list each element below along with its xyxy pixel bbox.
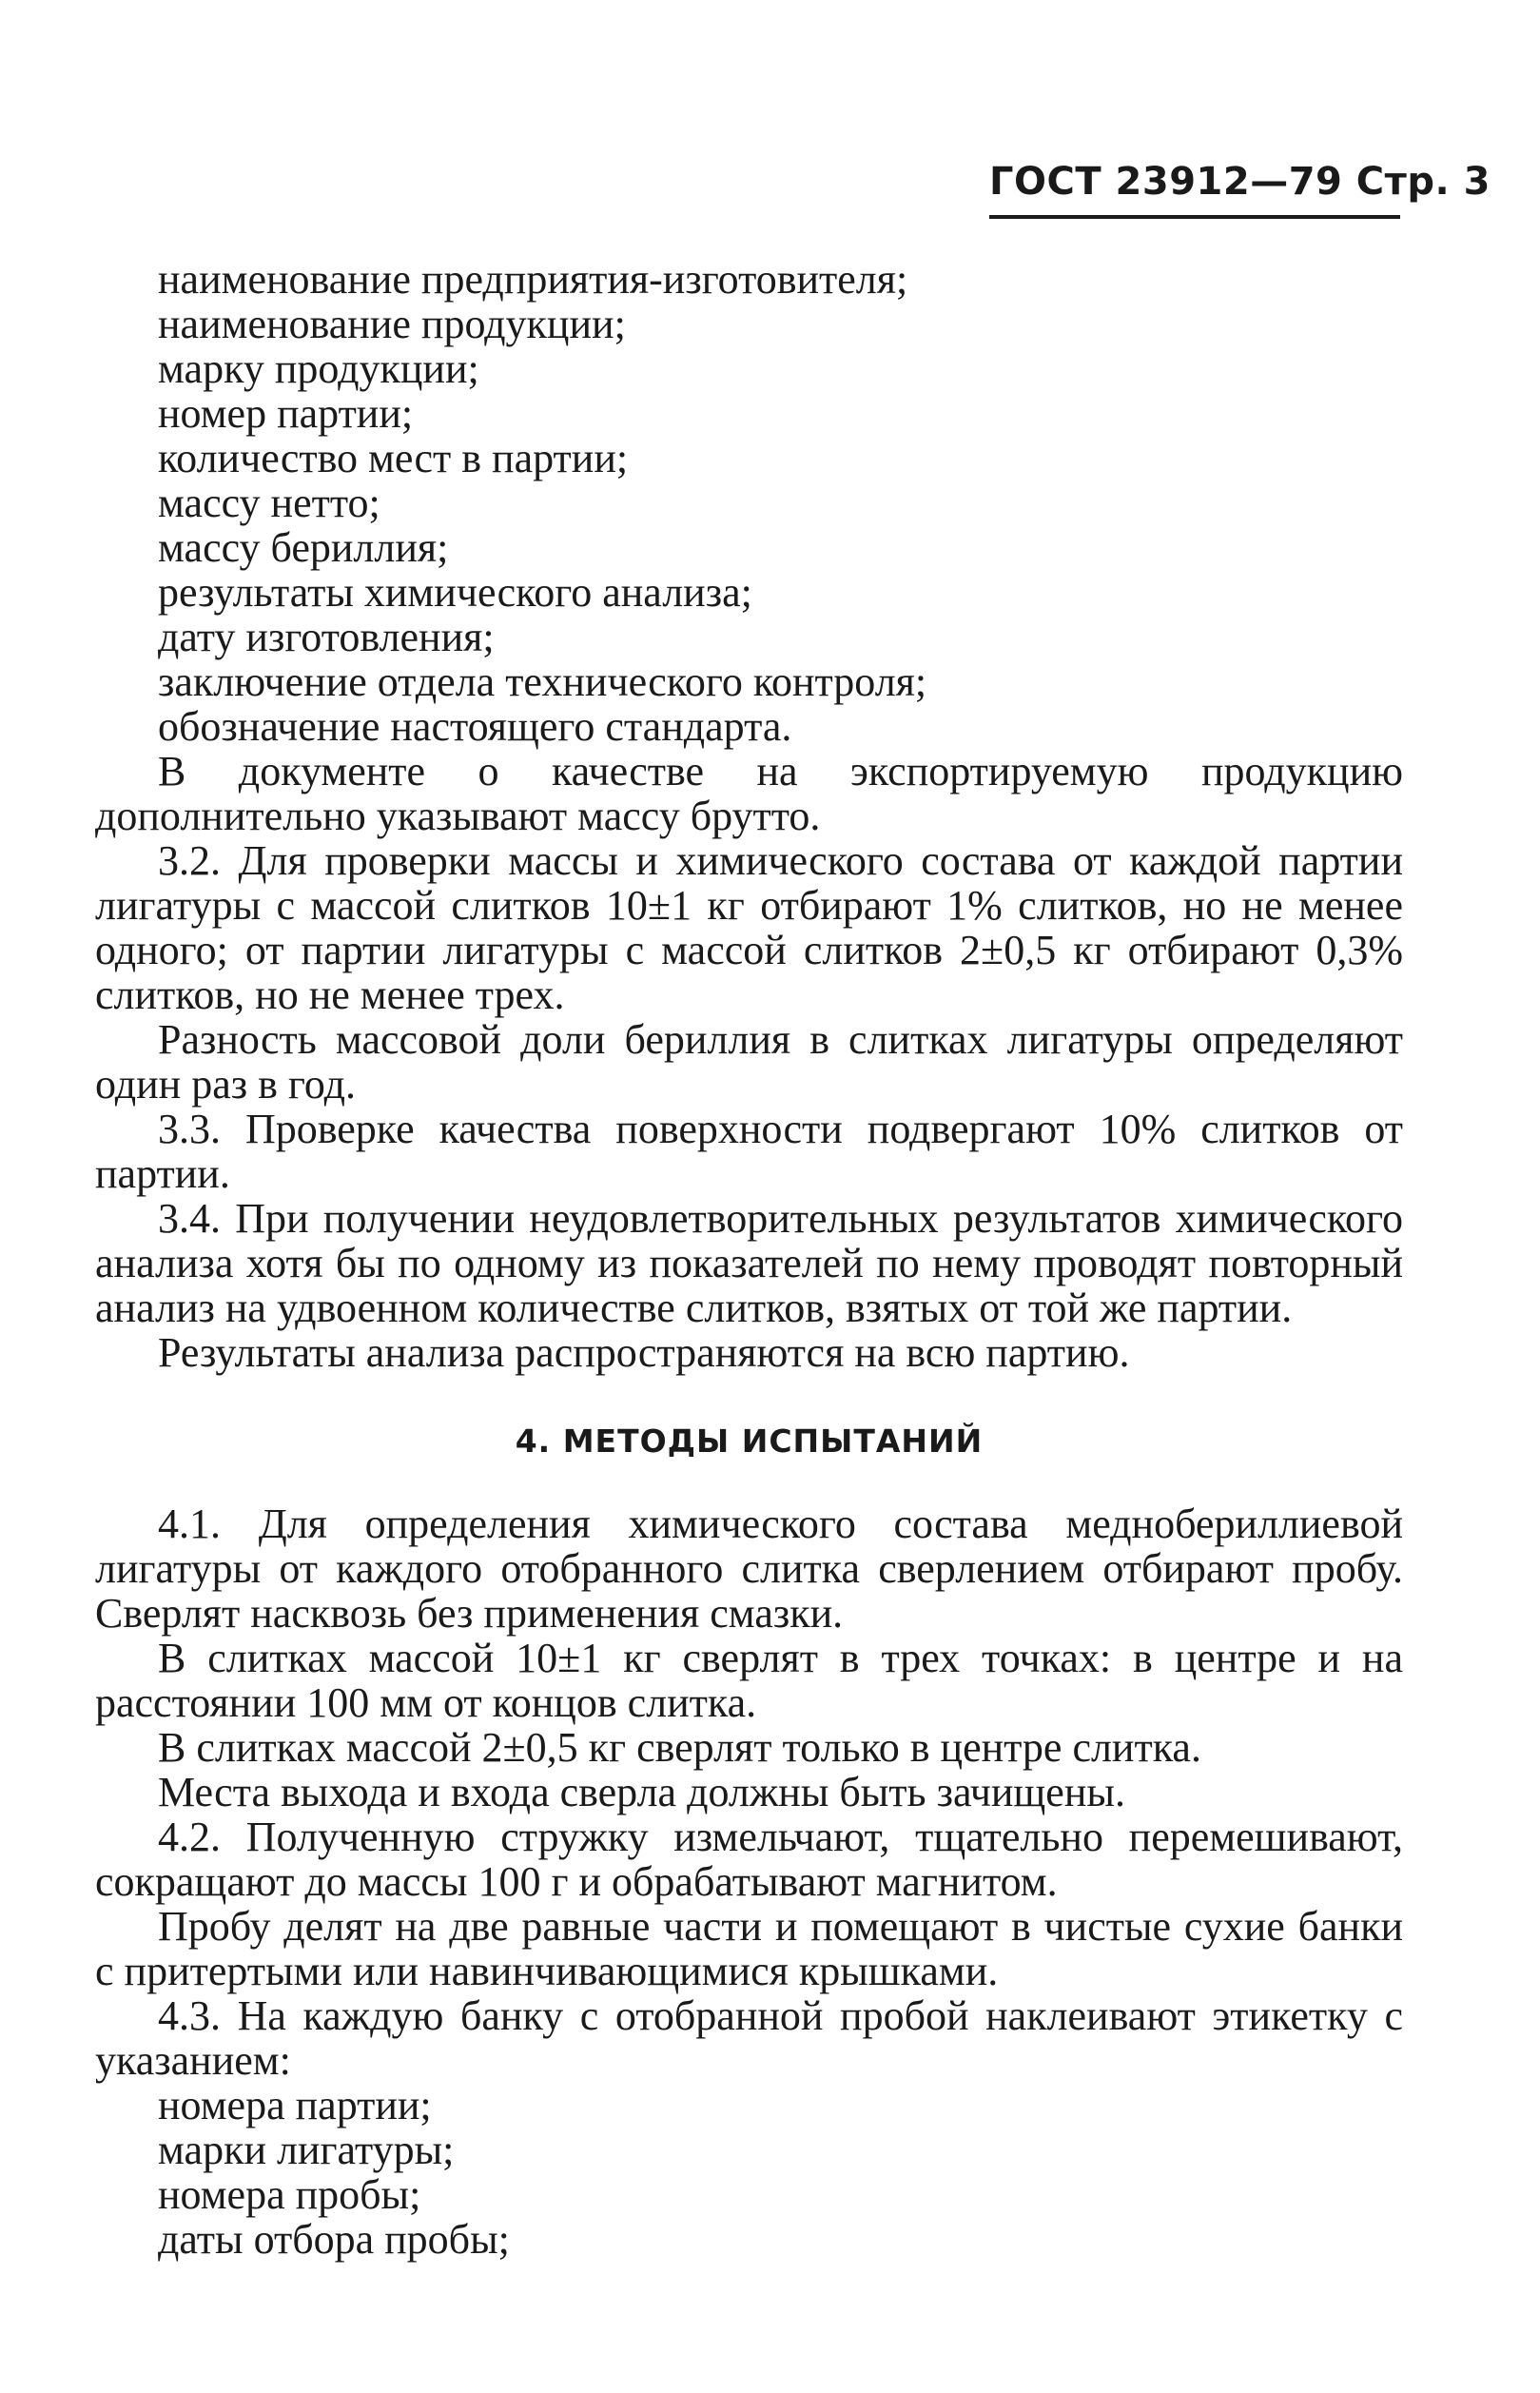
list-item: количество мест в партии; [158, 435, 629, 481]
paragraph-beryllium-difference: Разность массовой доли бериллия в слитках лигатуры определяют один раз в год. [95, 1016, 1403, 1108]
paragraph-sample-split: Пробу делят на две равные части и помещают в чистые сухие банки с притертыми или навинчивающимися крышками. [95, 1903, 1403, 1994]
header-rule [989, 215, 1400, 219]
paragraph-drill-points: Места выхода и входа сверла должны быть зачищены. [158, 1769, 1125, 1815]
section-heading: 4. МЕТОДЫ ИСПЫТАНИЙ [515, 1422, 984, 1460]
label-contents-list [95, 257, 1403, 749]
paragraph-4-3: 4.3. На каждую банку с отобранной пробой наклеивают этикетку с указанием: [95, 1992, 1403, 2084]
paragraph-3-4: 3.4. При получении неудовлетворительных результатов химического анализа хотя бы по одному из показателей по нему проводят повторный анализ на удвоенном количестве слитков, взятых от той же партии. [95, 1195, 1403, 1331]
list-item: наименование предприятия-изготовителя; [158, 256, 908, 303]
paragraph-results-apply: Результаты анализа распространяются на всю партию. [158, 1329, 1130, 1376]
paragraph-ingot-10kg: В слитках массой 10±1 кг сверлят в трех точках: в центре и на расстоянии 100 мм от концов слитка. [95, 1635, 1403, 1726]
list-item: номера партии; [158, 2082, 432, 2128]
list-item: дату изготовления; [158, 614, 495, 660]
list-item: марку продукции; [158, 345, 479, 392]
paragraph-4-1: 4.1. Для определения химического состава меднобериллиевой лигатуры от каждого отобранного слитка сверлением отбирают пробу. Сверлят насквозь без применения смазки. [95, 1501, 1403, 1637]
paragraph-4-2: 4.2. Полученную стружку измельчают, тщательно перемешивают, сокращают до массы 100 г и обрабатывают магнитом. [95, 1814, 1403, 1905]
list-item: массу бериллия; [158, 524, 449, 571]
list-item: номера пробы; [158, 2171, 421, 2218]
paragraph-ingot-2kg: В слитках массой 2±0,5 кг сверлят только в центре слитка. [158, 1724, 1201, 1771]
document-body [95, 257, 1403, 2262]
list-item: массу нетто; [158, 480, 380, 526]
paragraph-3-2: 3.2. Для проверки массы и химического состава от каждой партии лигатуры с массой слитков 10±1 кг отбирают 1% слитков, но не менее одного; от партии лигатуры с массой слитков 2±0,5 кг отбирают 0,3% слитков, но не менее трех. [95, 837, 1403, 1018]
list-item: даты отбора пробы; [158, 2216, 510, 2263]
list-item: номер партии; [158, 390, 414, 437]
list-item: результаты химического анализа; [158, 569, 752, 616]
paragraph-3-3: 3.3. Проверке качества поверхности подвергают 10% слитков от партии. [95, 1106, 1403, 1197]
list-item: марки лигатуры; [158, 2127, 455, 2173]
list-item: наименование продукции; [158, 301, 626, 347]
label-fields-list [95, 2083, 1403, 2262]
list-item: обозначение настоящего стандарта. [158, 703, 792, 750]
page-header: ГОСТ 23912—79 Стр. 3 [989, 160, 1491, 204]
list-item: заключение отдела технического контроля; [158, 658, 927, 705]
paragraph-export-document: В документе о качестве на экспортируемую продукцию дополнительно указывают массу брутто. [95, 748, 1403, 839]
